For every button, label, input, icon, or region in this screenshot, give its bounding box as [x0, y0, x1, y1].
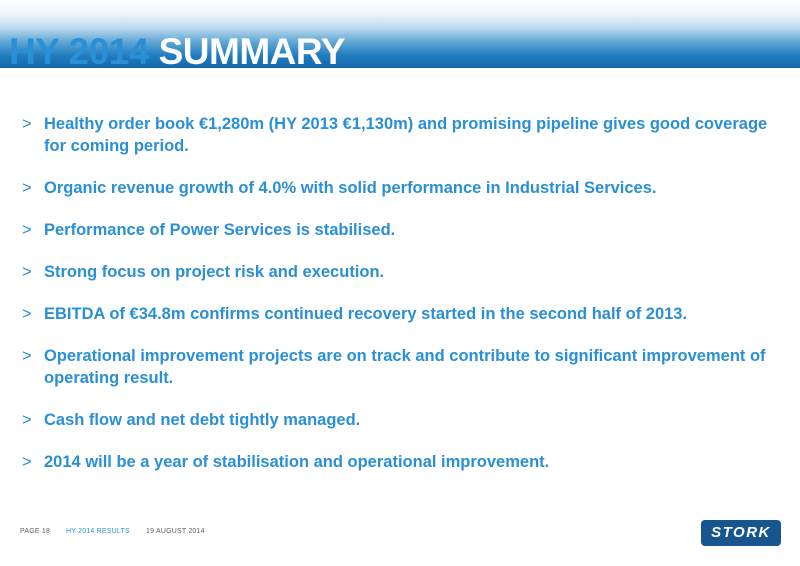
bullet-text: EBITDA of €34.8m confirms continued recovery started in the second half of 2013.	[44, 305, 688, 323]
bullet-item	[22, 177, 782, 199]
bullet-marker: >	[22, 115, 32, 133]
page-title	[9, 30, 345, 74]
bullet-text: Organic revenue growth of 4.0% with solid performance in Industrial Services.	[44, 179, 657, 197]
bullet-item	[22, 261, 782, 283]
bullet-item	[22, 409, 782, 431]
bullet-marker: >	[22, 411, 32, 429]
bullet-item	[22, 219, 782, 241]
bullet-text: Performance of Power Services is stabilised.	[44, 221, 396, 239]
bullet-text: Operational improvement projects are on track and contribute to significant improvement of operating result.	[44, 347, 766, 387]
bullet-marker: >	[22, 179, 32, 197]
bullet-marker: >	[22, 305, 32, 323]
bullet-marker: >	[22, 263, 32, 281]
bullet-item	[22, 303, 782, 325]
bullet-marker: >	[22, 221, 32, 239]
footer-page-number: PAGE 18	[20, 528, 51, 535]
title-accent: HY 2014	[9, 31, 149, 72]
bullet-text: Healthy order book €1,280m (HY 2013 €1,130m) and promising pipeline gives good coverage for coming period.	[44, 115, 768, 155]
title-main: SUMMARY	[158, 31, 345, 72]
bullet-text: Strong focus on project risk and execution.	[44, 263, 385, 281]
bullet-text: 2014 will be a year of stabilisation and operational improvement.	[44, 453, 550, 471]
logo-text: STORK	[711, 524, 771, 541]
summary-bullet-list	[22, 113, 782, 493]
bullet-marker: >	[22, 453, 32, 471]
footer-date: 19 AUGUST 2014	[146, 528, 205, 535]
footer-results-label: HY 2014 RESULTS	[66, 528, 130, 535]
bullet-item	[22, 113, 782, 157]
bullet-text: Cash flow and net debt tightly managed.	[44, 411, 361, 429]
footer	[20, 527, 205, 537]
stork-logo	[701, 520, 781, 546]
bullet-item	[22, 451, 782, 473]
bullet-marker: >	[22, 347, 32, 365]
bullet-item	[22, 345, 782, 389]
